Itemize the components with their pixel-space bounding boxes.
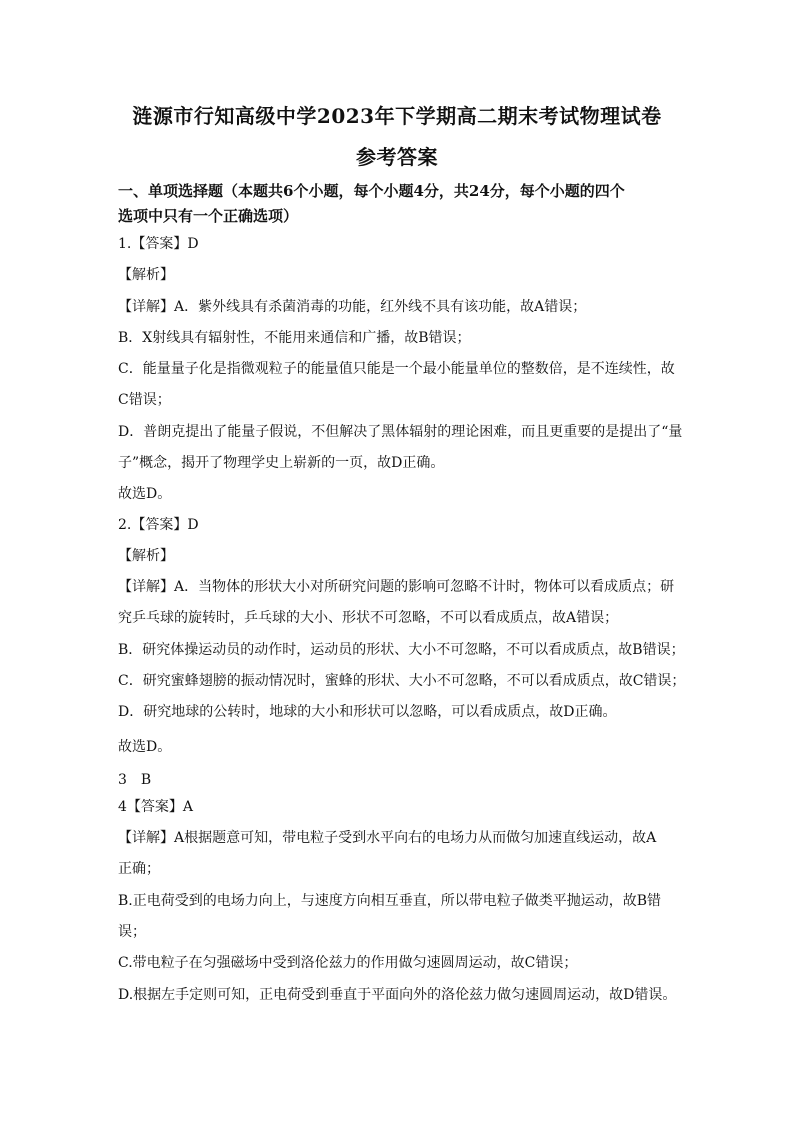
analysis-label: 【解析】 <box>118 267 174 283</box>
section-heading-line-1: 一、单项选择题（本题共6个小题，每个小题4分，共24分，每个小题的四个 <box>118 182 625 200</box>
answer-line: 2.【答案】D <box>118 517 199 533</box>
detail-line: 【详解】A根据题意可知，带电粒子受到水平向右的电场力从而做匀加速直线运动，故A <box>118 830 657 846</box>
document-title: 涟源市行知高级中学2023年下学期高二期末考试物理试卷 <box>132 104 662 128</box>
analysis-label: 【解析】 <box>118 548 174 564</box>
detail-line: 子”概念，揭开了物理学史上崭新的一页，故D正确。 <box>118 455 445 471</box>
detail-line: 【详解】A．紫外线具有杀菌消毒的功能，红外线不具有该功能，故A错误； <box>118 299 587 315</box>
section-heading-line-2: 选项中只有一个正确选项） <box>118 207 299 225</box>
detail-line: C.带电粒子在匀强磁场中受到洛伦兹力的作用做匀速圆周运动，故C错误； <box>118 955 578 971</box>
detail-line: B.正电荷受到的电场力向上，与速度方向相互垂直，所以带电粒子做类平抛运动，故B错 <box>118 893 662 909</box>
detail-line: 【详解】A．当物体的形状大小对所研究问题的影响可忽略不计时，物体可以看成质点；研 <box>118 579 675 595</box>
detail-line: D．普朗克提出了能量子假说，不但解决了黑体辐射的理论困难，而且更重要的是提出了“量 <box>118 424 683 440</box>
detail-line: B．X射线具有辐射性，不能用来通信和广播，故B错误； <box>118 330 471 346</box>
detail-line: 究乒乓球的旋转时，乒乓球的大小、形状不可忽略，不可以看成质点，故A错误； <box>118 610 619 626</box>
conclusion-line: 故选D。 <box>118 739 172 755</box>
detail-line: C．研究蜜蜂翅膀的振动情况时，蜜蜂的形状、大小不可忽略，不可以看成质点，故C错误； <box>118 673 686 689</box>
document-subtitle: 参考答案 <box>356 145 438 169</box>
conclusion-line: 故选D。 <box>118 486 172 502</box>
detail-line: 误； <box>118 924 146 940</box>
detail-line: D.根据左手定则可知，正电荷受到垂直于平面向外的洛伦兹力做匀速圆周运动，故D错误。 <box>118 987 677 1003</box>
detail-line: 正确； <box>118 861 160 877</box>
answer-line: 4【答案】A <box>118 799 194 815</box>
detail-line: C．能量量子化是指微观粒子的能量值只能是一个最小能量单位的整数倍，是不连续性，故 <box>118 361 675 377</box>
detail-line: C错误； <box>118 392 171 408</box>
answer-line: 3 B <box>118 772 152 788</box>
detail-line: D．研究地球的公转时，地球的大小和形状可以忽略，可以看成质点，故D正确。 <box>118 704 617 720</box>
detail-line: B．研究体操运动员的动作时，运动员的形状、大小不可忽略，不可以看成质点，故B错误； <box>118 642 685 658</box>
answer-line: 1.【答案】D <box>118 236 199 252</box>
